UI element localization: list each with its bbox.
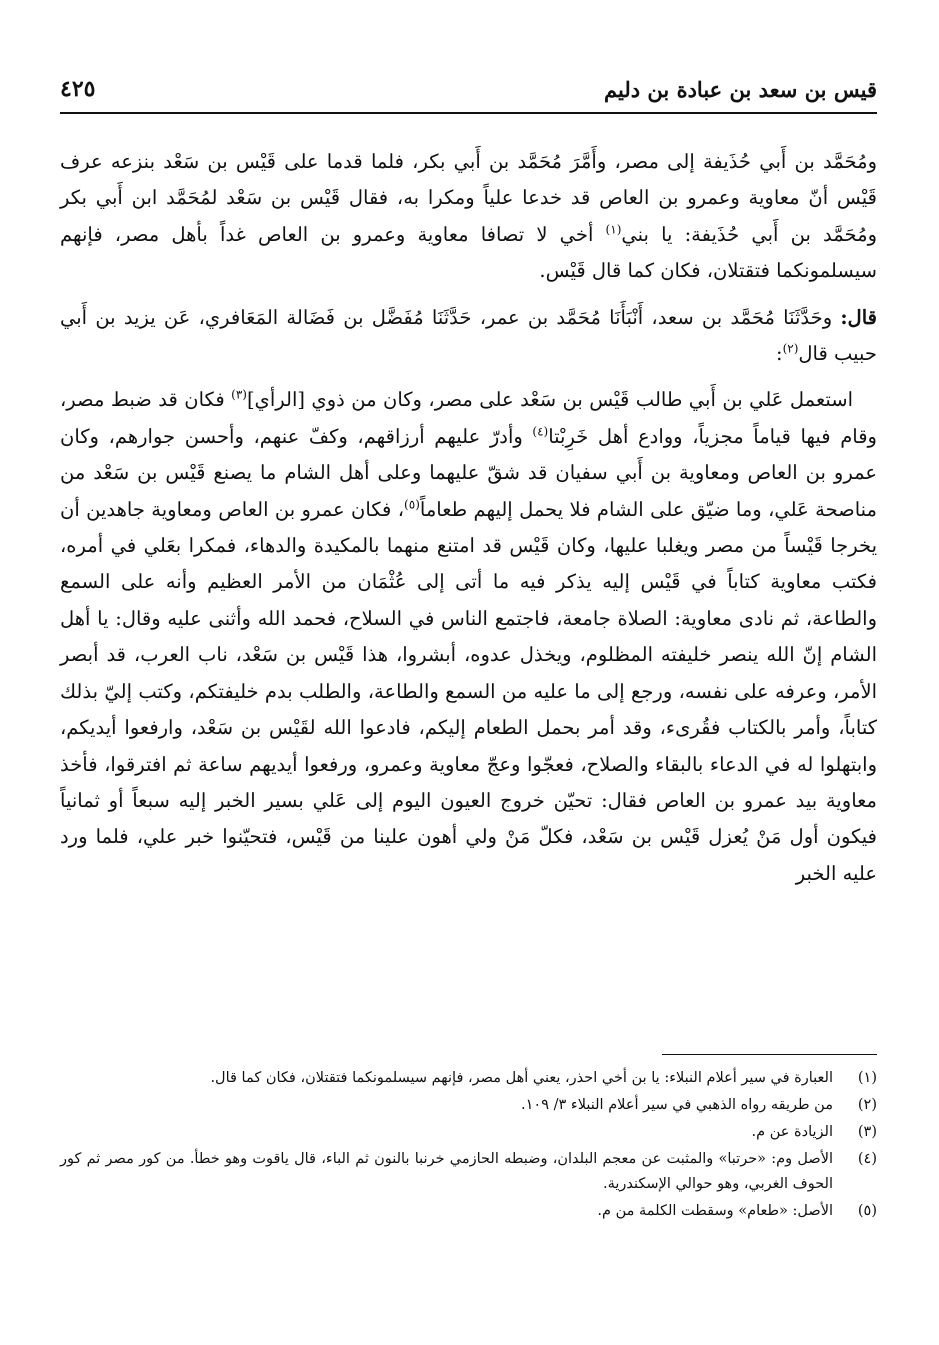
running-title: قيس بن سعد بن عبادة بن دليم — [604, 77, 877, 102]
footnote-ref: (٤) — [532, 424, 549, 439]
footnote-ref: (١) — [605, 222, 622, 237]
page-number: ٤٢٥ — [60, 76, 96, 102]
footnote-number: (٢) — [857, 1097, 877, 1113]
footnote-item — [60, 1093, 877, 1118]
footnotes — [60, 1066, 877, 1226]
footnote-text: الأصل: «طعام» وسقطت الكلمة من م. — [597, 1203, 833, 1219]
footnote-text: الأصل وم: «حرتبا» والمثبت عن معجم البلدان، وضبطه الحازمي خرنبا بالنون ثم الباء، قال ياقوت وهو خطأ. من كور مصر ثم كور الحوف الغربي، وهو حوالي الإسكندرية. — [60, 1151, 833, 1192]
footnote-ref: (٥) — [404, 497, 420, 512]
paragraph-1 — [60, 144, 877, 290]
paragraph-text: أخي لا تصافا معاوية وعمرو بن العاص غداً بأهل مصر، فإنهم سيسلمونكما فتقتلان، فكان كما قال قَيْس. — [60, 222, 877, 283]
paragraph-text: ، فكان عمرو بن العاص ومعاوية جاهدين أن يخرجا قَيْساً من مصر ويغلبا عليها، وكان قَيْس قد امتنع منهما بالمكيدة والدهاء، فمكرا بعَلي في أمره، فكتب معاوية كتاباً في قَيْس إليه يذكر فيه ما أتى إلى عُثْمَان من الأمر العظيم وأنه على السمع والطاعة، ثم نادى معاوية: الصلاة جامعة، فاجتمع الناس في السلاح، فحمد الله وأثنى عليه وقال: يا أهل الشام إنّ الله ينصر خليفته المظلوم، ويخذل عدوه، أبشروا، هذا قَيْس بن سَعْد، ناب العرب، قد أبصر الأمر، وعرفه على نفسه، ورجع إلى ما عليه من السمع والطاعة، والطلب بدم خليفتكم، وكتب إليّ بذلك كتاباً، وأمر بالكتاب فقُرىء، وقد أمر بحمل الطعام إليكم، فادعوا الله لقَيْس بن سَعْد، وارفعوا أيديكم، وابتهلوا له في الدعاء بالبقاء والصلاح، فعجّوا وعجّ معاوية وعمرو، ورفعوا أيديهم ساعة ثم افترقوا، فأخذ معاوية بيد عمرو بن العاص فقال: تحيّن خروج العيون اليوم إلى عَلي بسير الخبر إليه سبعاً أو ثمانياً فيكون أول مَنْ يُعزل قَيْس بن سَعْد، فكلّ مَنْ ولي أهون علينا من قَيْس، فتحيّنوا خبر علي، فلما ورد عليه الخبر — [60, 497, 877, 885]
paragraph-lead: قال: — [840, 305, 877, 329]
footnote-item — [60, 1199, 877, 1224]
main-text — [60, 144, 877, 892]
paragraph-text: وأدرّ عليهم أرزاقهم، وكفّ عنهم، وأحسن جوارهم، وكان عمرو بن العاص ومعاوية بن أَبي سفيان قد شقّ عليهما وعلى أهل الشام ما يصنع قَيْس بن سَعْد من مناصحة عَلي، وما ضيّق على الشام فلا يحمل إليهم طعاماً — [60, 424, 877, 521]
footnote-item — [60, 1120, 877, 1145]
footnote-number: (١) — [857, 1070, 877, 1086]
footnote-number: (٥) — [857, 1203, 877, 1219]
page-header — [60, 68, 877, 114]
footnote-number: (٤) — [857, 1151, 877, 1167]
footnote-item — [60, 1066, 877, 1091]
paragraph-text: فكان قد ضبط مصر، وقام فيها قياماً مجزياً، ووادع أهل خَرِبْتا — [60, 388, 877, 448]
footnote-number: (٣) — [857, 1124, 877, 1140]
paragraph-3 — [60, 382, 877, 892]
footnote-ref: (٣) — [231, 387, 247, 402]
footnote-divider — [662, 1054, 877, 1055]
footnote-text: الزيادة عن م. — [751, 1124, 833, 1140]
paragraph-text: استعمل عَلي بن أَبي طالب قَيْس بن سَعْد على مصر، وكان من ذوي [الرأي] — [246, 388, 853, 412]
paragraph-text: وحَدَّثَنَا مُحَمَّد بن سعد، أَنْبَأَنَا مُحَمَّد بن عمر، حَدَّثَنَا مُفَضَّل بن فَضَالة المَعَافري، عَن يزيد بن أَبي حبيب قال — [60, 305, 877, 366]
paragraph-text: ومُحَمَّد بن أَبي حُذَيفة إلى مصر، وأَمَّرَ مُحَمَّد بن أَبي بكر، فلما قدما على قَيْس بن سَعْد بنزعه عرف قَيْس أنّ معاوية وعمرو بن العاص قد خدعا علياً ومكرا به، فقال قَيْس بن سَعْد لمُحَمَّد ابن أَبي بكر ومُحَمَّد بن أَبي حُذَيفة: يا بني — [60, 150, 877, 246]
paragraph-text: : — [775, 342, 783, 366]
footnote-text: العبارة في سير أعلام النبلاء: يا بن أخي احذر، يعني أهل مصر، فإنهم سيسلمونكما فتقتلان، فكان كما قال. — [210, 1070, 833, 1086]
paragraph-2 — [60, 300, 877, 373]
footnote-text: من طريقه رواه الذهبي في سير أعلام النبلاء ٣/ ١٠٩. — [521, 1097, 833, 1113]
footnote-item — [60, 1147, 877, 1197]
footnote-ref: (٢) — [782, 341, 799, 356]
